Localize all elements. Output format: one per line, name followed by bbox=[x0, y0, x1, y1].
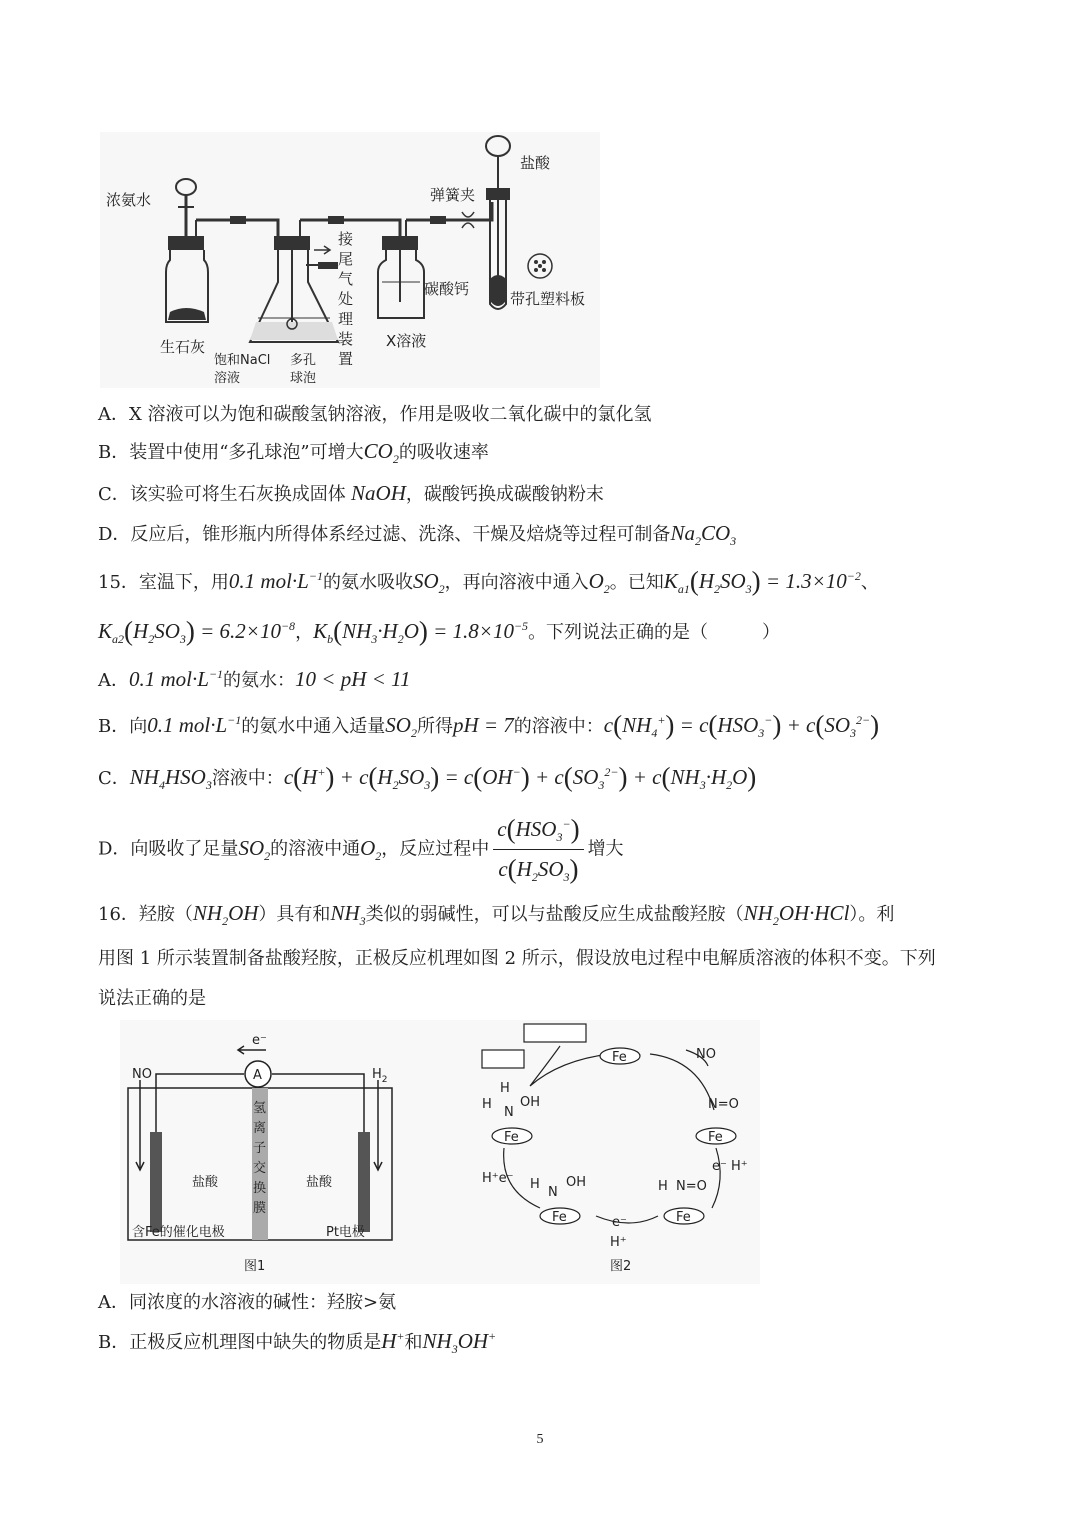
page-number: 5 bbox=[536, 1432, 544, 1447]
q16-stem-line3: 说法正确的是 bbox=[98, 988, 206, 1009]
label-spring-clamp: 弹簧夹 bbox=[430, 186, 476, 204]
ratio-fraction: $\frac{c(HSO_3^-)}{c(H_2SO_3)}$ bbox=[493, 814, 583, 885]
svg-text:膜: 膜 bbox=[253, 1201, 267, 1216]
svg-text:气: 气 bbox=[338, 270, 354, 288]
label-h-left: H bbox=[482, 1097, 492, 1112]
q15-stem-line1: 15．室温下，用0.1 $mol\cdot L^{-1}$的氨水吸收$SO_2$，再向溶液中通入$O_2$。已知$K_{a1}(H_2SO_3) = 1.3\times 10^{-2}$、 bbox=[98, 566, 879, 597]
label-n-o-bottom: N=O bbox=[676, 1179, 707, 1194]
label-plastic-plate: 带孔塑料板 bbox=[510, 290, 586, 308]
label-electron-flow: e⁻ bbox=[252, 1033, 267, 1048]
q16-stem-line2: 用图 1 所示装置制备盐酸羟胺，正极反应机理如图 2 所示，假设放电过程中电解质溶液的体积不变。下列 bbox=[98, 948, 936, 969]
missing-box-top bbox=[524, 1024, 586, 1042]
svg-text:理: 理 bbox=[338, 310, 354, 328]
svg-text:接: 接 bbox=[338, 230, 354, 248]
q14-option-a: A．X 溶液可以为饱和碳酸氢钠溶液，作用是吸收二氧化碳中的氯化氢 bbox=[98, 404, 652, 425]
label-tail-gas bbox=[338, 230, 353, 368]
q14-option-b: B．装置中使用“多孔球泡”可增大$CO_2$的吸收速率 bbox=[98, 439, 489, 467]
q14-option-c: C．该实验可将生石灰换成固体 NaOH，碳酸钙换成碳酸钠粉末 bbox=[98, 481, 604, 505]
missing-box-left bbox=[482, 1050, 524, 1068]
q15-option-d: D．向吸收了足量$SO_2$的溶液中通$O_2$，反应过程中 $\frac{c(HSO_3^-)}{c(H_2SO_3)}$ 增大 bbox=[98, 814, 624, 885]
q15-option-c: C．$NH_4HSO_3$溶液中：$c(H^+) + c(H_2SO_3) = c(OH^-) + c(SO_3^{2-}) + c(NH_3\cdot H_2O)$ bbox=[98, 762, 757, 793]
label-h-left-mid: H bbox=[530, 1177, 540, 1192]
svg-text:装: 装 bbox=[338, 330, 354, 348]
svg-text:氢: 氢 bbox=[253, 1101, 267, 1116]
q15-option-b: B．向0.1 $mol\cdot L^{-1}$的氨水中通入适量$SO_2$所得pH = 7的溶液中：$c(NH_4^+) = c(HSO_3^-) + c(SO_3^{2-})$ bbox=[98, 710, 880, 741]
q16-stem-line1: 16．羟胺$(NH_2OH)$具有和$NH_3$类似的弱碱性，可以与盐酸反应生成盐酸羟胺$(NH_2OH\cdot HCl)$。利 bbox=[98, 901, 895, 929]
svg-text:换: 换 bbox=[253, 1181, 267, 1196]
apparatus-figure bbox=[100, 132, 600, 388]
svg-text:离: 离 bbox=[253, 1121, 267, 1136]
ammeter-icon: A bbox=[253, 1068, 262, 1083]
label-hcl-left: 盐酸 bbox=[192, 1175, 219, 1190]
label-sat-nacl: 饱和NaCl bbox=[214, 353, 271, 368]
fe-node-left: Fe bbox=[504, 1130, 519, 1145]
fe-node-right: Fe bbox=[708, 1130, 723, 1145]
label-pt-electrode: Pt电极 bbox=[326, 1225, 365, 1240]
q15-option-a: A．0.1 $mol\cdot L^{-1}$的氨水：10 < pH < 11 bbox=[98, 667, 411, 691]
caption-figure2: 图2 bbox=[610, 1259, 632, 1274]
label-h-bottom: H⁺ bbox=[610, 1235, 627, 1250]
svg-text:交: 交 bbox=[253, 1161, 267, 1176]
caption-figure1: 图1 bbox=[244, 1259, 266, 1274]
q15-stem-line2: $K_{a2}(H_2SO_3) = 6.2\times 10^{-8}$，$K_b(NH_3\cdot H_2O) = 1.8\times 10^{-5}$。下列说法正确的是（ ） bbox=[98, 616, 781, 647]
fe-node-bottom-left: Fe bbox=[552, 1210, 567, 1225]
fe-node-top: Fe bbox=[612, 1050, 627, 1065]
label-oh-left-mid: OH bbox=[566, 1175, 587, 1190]
label-hcl: 盐酸 bbox=[520, 154, 551, 172]
label-sat-nacl-2: 溶液 bbox=[214, 371, 241, 386]
label-h-top-left: H bbox=[500, 1081, 510, 1096]
q14-option-d: D．反应后，锥形瓶内所得体系经过滤、洗涤、干燥及焙烧等过程可制备$Na_2CO_3$ bbox=[98, 521, 737, 549]
label-e-h-right: e⁻ H⁺ bbox=[712, 1159, 748, 1174]
q16-option-b: B．正极反应机理图中缺失的物质是H+和$NH_3OH^+$ bbox=[98, 1329, 497, 1357]
label-h2-inlet: $H_2$ bbox=[372, 1067, 388, 1085]
label-oh-top-left: OH bbox=[520, 1095, 541, 1110]
label-n-top-left: N bbox=[504, 1105, 514, 1120]
svg-text:子: 子 bbox=[253, 1141, 267, 1156]
fe-node-bottom-right: Fe bbox=[676, 1210, 691, 1225]
label-n-o-right: N=O bbox=[708, 1097, 739, 1112]
svg-text:置: 置 bbox=[338, 350, 354, 368]
label-conc-ammonia: 浓氨水 bbox=[106, 191, 152, 209]
q16-option-a: A．同浓度的水溶液的碱性：羟胺>氨 bbox=[98, 1292, 397, 1313]
svg-text:尾: 尾 bbox=[338, 250, 354, 268]
label-no-ligand: NO bbox=[696, 1047, 716, 1062]
label-x-solution: X溶液 bbox=[386, 332, 427, 350]
label-h-no: H bbox=[658, 1179, 668, 1194]
label-no-inlet: NO bbox=[132, 1067, 152, 1082]
label-porous-2: 球泡 bbox=[290, 371, 317, 386]
label-caco3: 碳酸钙 bbox=[424, 280, 470, 298]
label-hcl-right: 盐酸 bbox=[306, 1175, 333, 1190]
cell-and-mechanism-figure bbox=[120, 1020, 760, 1284]
label-quicklime: 生石灰 bbox=[160, 338, 206, 356]
label-h-e-left: H⁺e⁻ bbox=[482, 1171, 514, 1186]
label-porous: 多孔 bbox=[290, 353, 317, 368]
label-fe-electrode: 含Fe的催化电极 bbox=[132, 1225, 225, 1240]
svg-text:处: 处 bbox=[338, 290, 354, 308]
label-e-bottom: e⁻ bbox=[612, 1215, 627, 1230]
label-n-left-mid: N bbox=[548, 1185, 558, 1200]
